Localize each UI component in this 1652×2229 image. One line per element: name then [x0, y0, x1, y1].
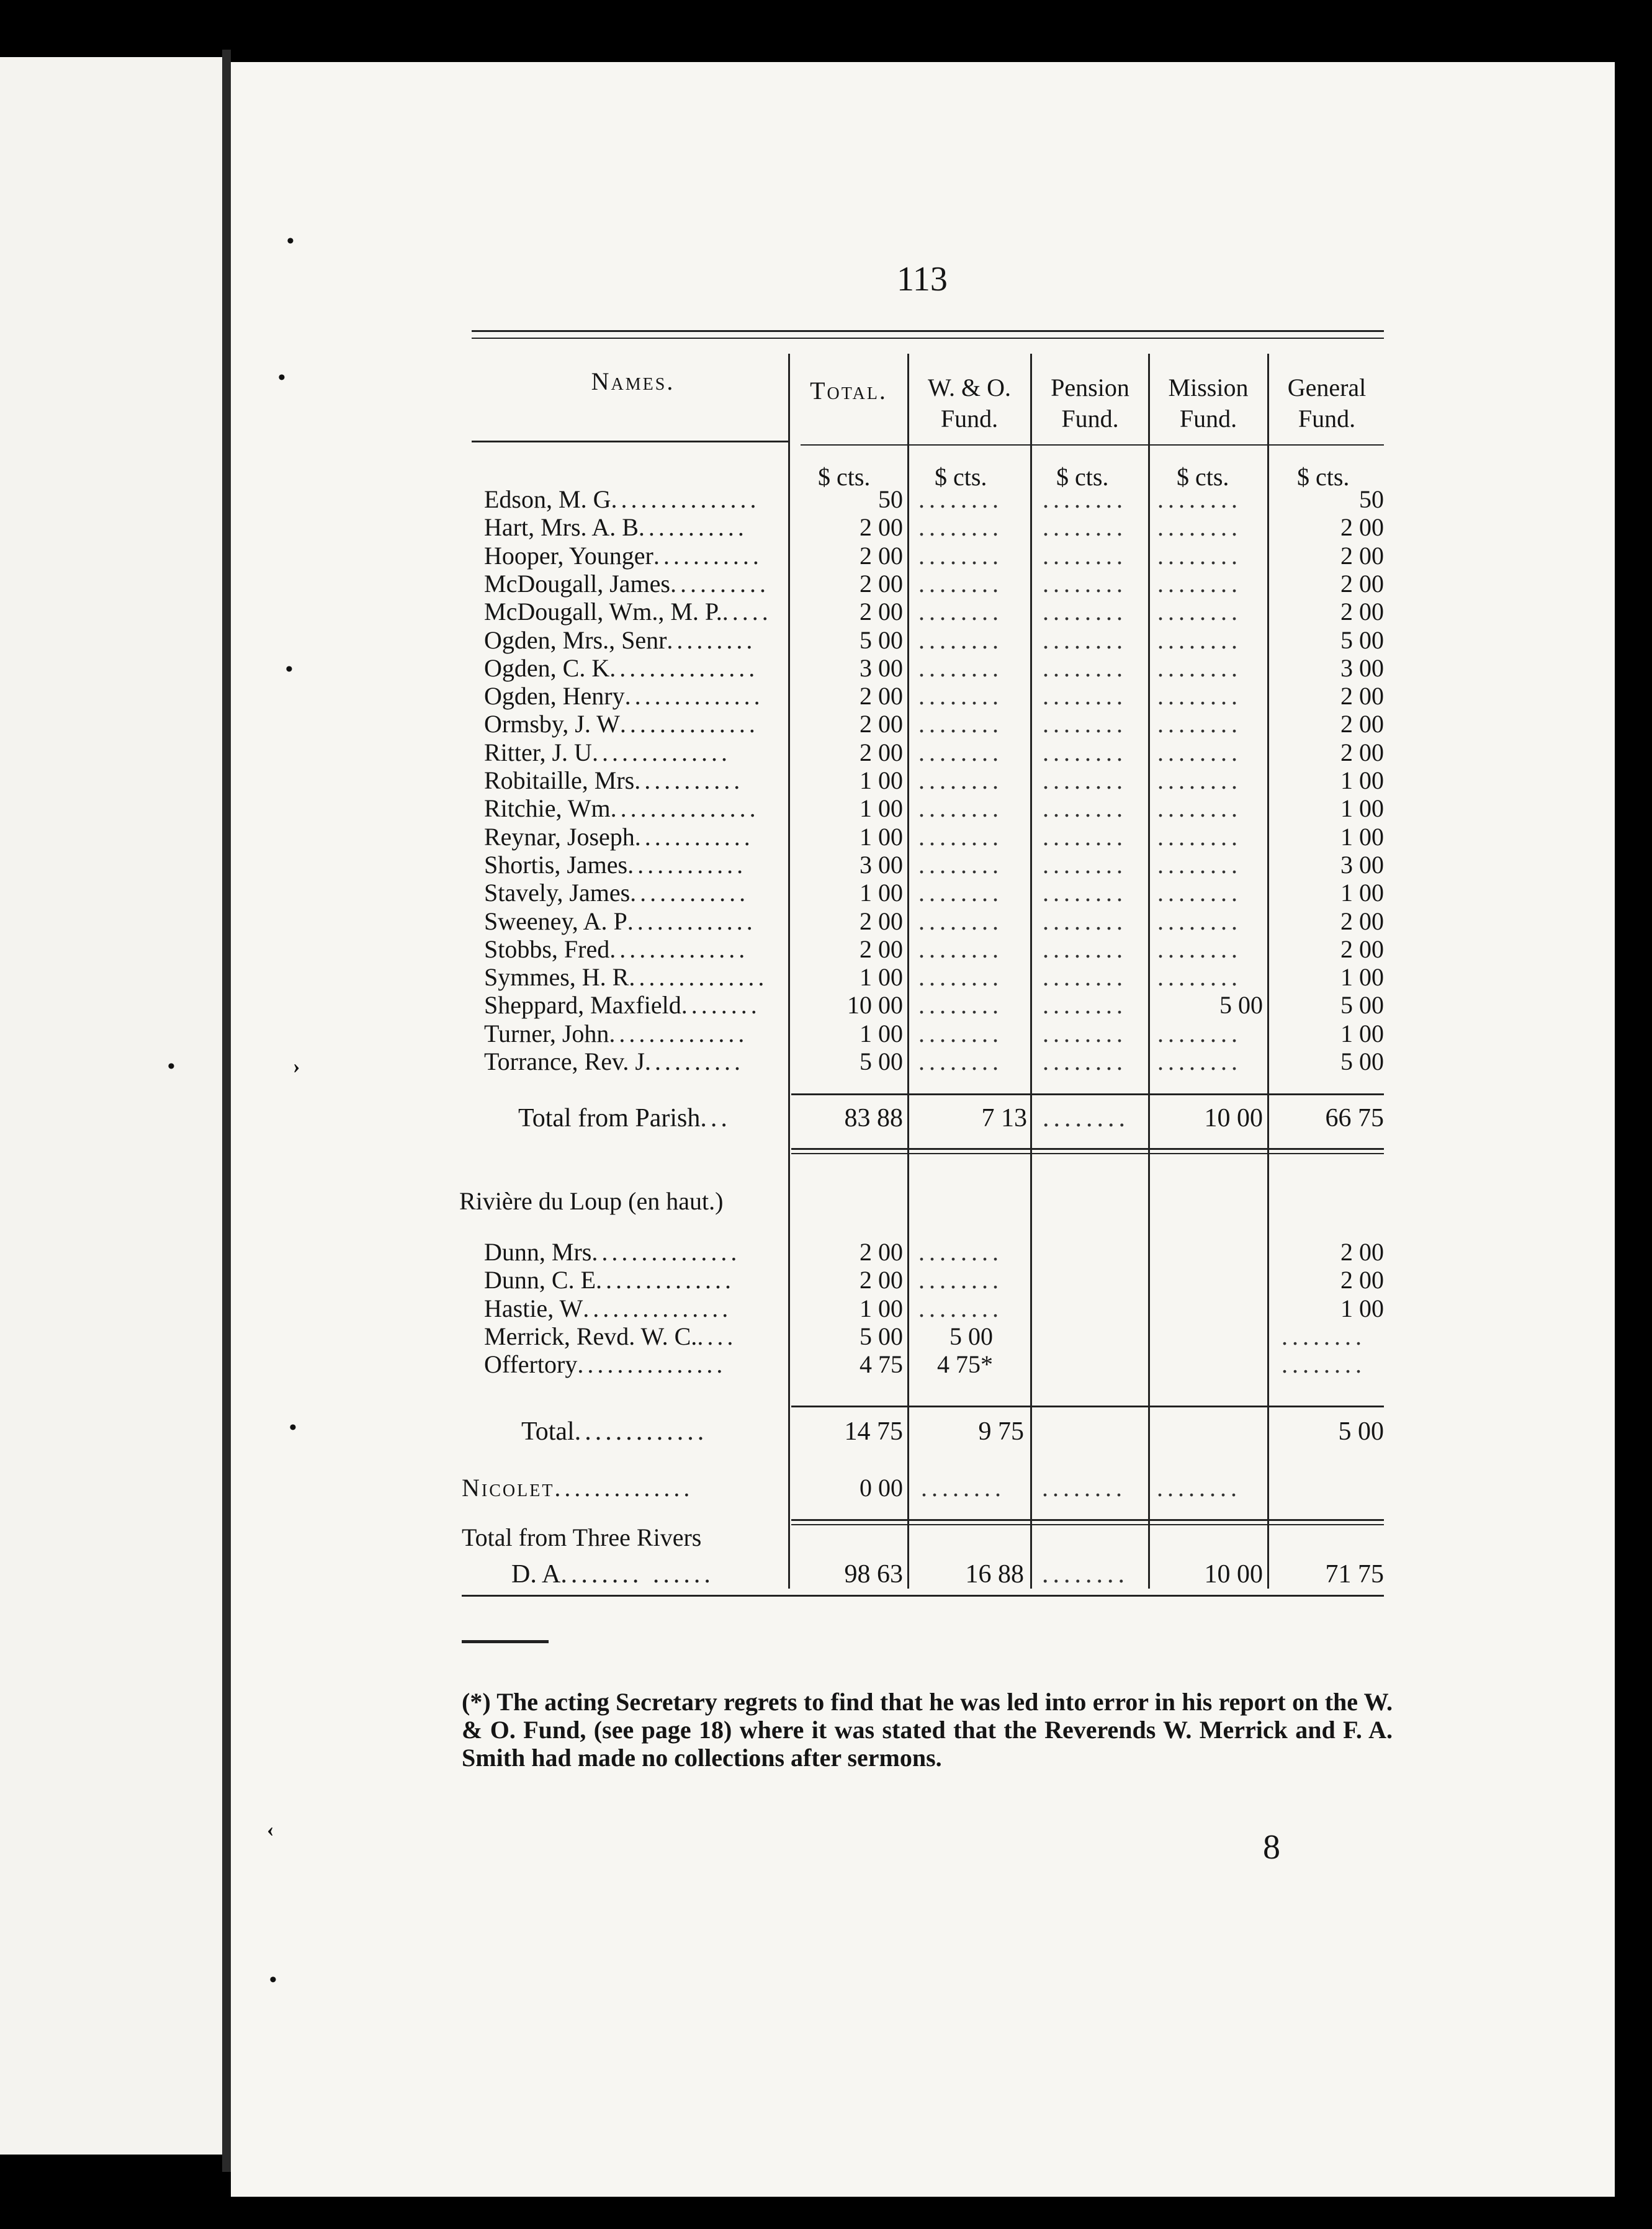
- nicolet-dots: ........: [921, 1474, 1005, 1502]
- subtotal-rule: [791, 1153, 1384, 1154]
- row-mission-empty: ........: [1157, 626, 1242, 654]
- table-row: [484, 626, 1384, 654]
- row-general: 1 00: [1340, 963, 1384, 992]
- row-name: Edson, M. G...............: [484, 485, 760, 513]
- row-general: 2 00: [1340, 738, 1384, 766]
- header-total: Total.: [810, 377, 887, 405]
- row-total: 50: [878, 485, 903, 513]
- header-pension-fund: Pension Fund.: [1051, 374, 1129, 433]
- margin-speck: •: [269, 1968, 277, 1991]
- unit-label: $ cts.: [1177, 463, 1229, 491]
- row-wo-empty: ........: [918, 1266, 1003, 1294]
- header-rule: [801, 444, 1384, 446]
- table-row: [484, 991, 1384, 1019]
- row-pension-empty: ........: [1043, 682, 1127, 711]
- row-pension-empty: ........: [1043, 710, 1127, 738]
- subtotal-rule: [791, 1148, 1384, 1150]
- row-mission-empty: ........: [1157, 569, 1242, 598]
- facing-page: [0, 57, 222, 2155]
- table-row: [484, 823, 1384, 851]
- row-total: 2 00: [860, 513, 903, 542]
- row-wo-empty: ........: [918, 935, 1003, 963]
- row-general: 1 00: [1340, 766, 1384, 794]
- row-pension-empty: ........: [1043, 766, 1127, 794]
- row-name: Sheppard, Maxfield........: [484, 991, 761, 1020]
- row-total: 2 00: [860, 907, 903, 935]
- footnote: (*) The acting Secretary regrets to find that he was led into error in his report on the W. & O. Fund, (see page 18) where it was stated that the Reverends W. Merrick and F. A. Smith had made no collections after sermons.: [462, 1688, 1393, 1772]
- row-wo-empty: ........: [918, 653, 1003, 682]
- row-total: 2 00: [860, 738, 903, 766]
- row-total: 2 00: [860, 569, 903, 598]
- row-name: Ritter, J. U..............: [484, 738, 731, 766]
- nicolet-row: [462, 1474, 1384, 1502]
- grand-total-rule: [791, 1519, 1384, 1521]
- table-row: [484, 766, 1384, 794]
- row-name: Dunn, C. E..............: [484, 1266, 735, 1294]
- table-row: [484, 1266, 1384, 1294]
- table-row: [484, 935, 1384, 963]
- row-name: Stobbs, Fred..............: [484, 935, 749, 963]
- row-mission: 5 00: [1219, 991, 1263, 1020]
- row-wo-empty: ........: [918, 794, 1003, 823]
- row-mission-empty: ........: [1157, 963, 1242, 992]
- row-wo-empty: ........: [918, 907, 1003, 935]
- grand-total-wo: 16 88: [965, 1560, 1024, 1589]
- nicolet-dots: ........: [1042, 1474, 1126, 1502]
- row-total: 1 00: [860, 963, 903, 992]
- row-mission-empty: ........: [1157, 682, 1242, 711]
- row-general: 2 00: [1340, 598, 1384, 626]
- row-pension-empty: ........: [1043, 738, 1127, 766]
- parish-total-general: 66 75: [1325, 1104, 1384, 1132]
- row-wo-empty: ........: [918, 626, 1003, 654]
- row-total: 2 00: [860, 1266, 903, 1294]
- row-pension-empty: ........: [1043, 850, 1127, 879]
- footnote-rule: [462, 1640, 549, 1643]
- riviere-total-value: 14 75: [844, 1417, 903, 1446]
- row-total: 2 00: [860, 710, 903, 738]
- row-mission-empty: ........: [1157, 879, 1242, 907]
- riviere-total-wo: 9 75: [978, 1417, 1024, 1446]
- row-total: 1 00: [860, 879, 903, 907]
- row-mission-empty: ........: [1157, 1047, 1242, 1075]
- riviere-total-label: Total.............: [521, 1417, 708, 1446]
- row-total: 1 00: [860, 766, 903, 794]
- row-wo-empty: ........: [918, 766, 1003, 794]
- row-name: Torrance, Rev. J..........: [484, 1047, 744, 1075]
- parish-total-value: 83 88: [844, 1104, 903, 1132]
- nicolet-label: Nicolet..............: [462, 1474, 694, 1502]
- subtotal-rule: [791, 1406, 1384, 1407]
- row-wo-empty: ........: [918, 682, 1003, 711]
- row-mission-empty: ........: [1157, 766, 1242, 794]
- header-names: Names.: [591, 367, 675, 395]
- riviere-total-row: [484, 1418, 1384, 1446]
- row-wo-empty: ........: [918, 738, 1003, 766]
- row-mission-empty: ........: [1157, 653, 1242, 682]
- table-top-rule-thin: [472, 338, 1384, 339]
- table-row: [484, 710, 1384, 738]
- header-rule: [472, 441, 788, 442]
- header-general-fund: General Fund.: [1287, 374, 1367, 433]
- row-pension-empty: ........: [1043, 569, 1127, 598]
- row-pension-empty: ........: [1043, 879, 1127, 907]
- row-pension-empty: ........: [1043, 653, 1127, 682]
- row-wo-empty: ........: [918, 1047, 1003, 1075]
- row-pension-empty: ........: [1043, 598, 1127, 626]
- margin-speck: •: [285, 658, 293, 681]
- row-name: Offertory...............: [484, 1350, 727, 1379]
- row-name: Merrick, Revd. W. C.....: [484, 1322, 737, 1350]
- row-mission-empty: ........: [1157, 710, 1242, 738]
- row-name: McDougall, James..........: [484, 569, 770, 598]
- parish-total-pension: ........: [1043, 1104, 1129, 1132]
- row-wo-empty: ........: [918, 822, 1003, 851]
- row-mission-empty: ........: [1157, 1019, 1242, 1047]
- row-general-empty: ........: [1282, 1350, 1366, 1379]
- row-general: 1 00: [1340, 1294, 1384, 1322]
- margin-speck: •: [168, 1055, 175, 1078]
- unit-label: $ cts.: [1056, 463, 1109, 491]
- row-general: 2 00: [1340, 541, 1384, 570]
- row-wo-empty: ........: [918, 963, 1003, 992]
- row-general: 1 00: [1340, 879, 1384, 907]
- nicolet-total: 0 00: [860, 1474, 903, 1502]
- margin-speck: •: [278, 366, 285, 389]
- header-mission-fund: Mission Fund.: [1168, 374, 1249, 433]
- row-name: Dunn, Mrs...............: [484, 1238, 741, 1266]
- table-bottom-rule: [462, 1595, 1384, 1597]
- riviere-heading: Rivière du Loup (en haut.): [459, 1187, 724, 1215]
- row-pension-empty: ........: [1043, 963, 1127, 992]
- row-general: 1 00: [1340, 822, 1384, 851]
- page-number: 113: [897, 260, 948, 298]
- table-row: [484, 570, 1384, 598]
- row-total: 1 00: [860, 794, 903, 823]
- grand-total-mission: 10 00: [1204, 1560, 1263, 1589]
- row-wo-empty: ........: [918, 541, 1003, 570]
- table-row: [484, 682, 1384, 710]
- margin-speck: •: [287, 230, 294, 253]
- table-row: [484, 1020, 1384, 1047]
- table-row: [484, 851, 1384, 879]
- row-mission-empty: ........: [1157, 541, 1242, 570]
- row-pension-empty: ........: [1043, 485, 1127, 513]
- row-general: 50: [1359, 485, 1384, 513]
- row-mission-empty: ........: [1157, 794, 1242, 823]
- row-total: 2 00: [860, 682, 903, 711]
- row-mission-empty: ........: [1157, 935, 1242, 963]
- row-name: Robitaille, Mrs...........: [484, 766, 744, 794]
- subtotal-rule: [791, 1093, 1384, 1095]
- row-total: 1 00: [860, 1019, 903, 1047]
- grand-total-row: [462, 1561, 1384, 1589]
- row-pension-empty: ........: [1043, 907, 1127, 935]
- table-row: [484, 907, 1384, 935]
- row-general: 2 00: [1340, 1266, 1384, 1294]
- row-name: Stavely, James............: [484, 879, 750, 907]
- row-name: Reynar, Joseph............: [484, 822, 754, 851]
- row-wo-empty: ........: [918, 1238, 1003, 1266]
- row-mission-empty: ........: [1157, 598, 1242, 626]
- row-pension-empty: ........: [1043, 1019, 1127, 1047]
- row-wo-empty: ........: [918, 513, 1003, 542]
- grand-total-pension: ........: [1042, 1560, 1129, 1589]
- row-name: Sweeney, A. P.............: [484, 907, 756, 935]
- table-row: [484, 1238, 1384, 1266]
- row-name: Ogden, Henry..............: [484, 682, 764, 711]
- table-top-rule: [472, 330, 1384, 332]
- table-row: [484, 738, 1384, 766]
- row-pension-empty: ........: [1043, 935, 1127, 963]
- row-general: 5 00: [1340, 1047, 1384, 1075]
- row-general: 2 00: [1340, 710, 1384, 738]
- row-name: Symmes, H. R..............: [484, 963, 768, 992]
- header-wo-fund: W. & O. Fund.: [927, 374, 1012, 433]
- parish-total-label: Total from Parish...: [518, 1104, 731, 1132]
- table-row: [484, 794, 1384, 822]
- table-row: [484, 1350, 1384, 1378]
- margin-speck: ‹: [267, 1818, 274, 1841]
- row-pension-empty: ........: [1043, 991, 1127, 1020]
- row-general: 3 00: [1340, 653, 1384, 682]
- row-general: 2 00: [1340, 569, 1384, 598]
- nicolet-dots: ........: [1157, 1474, 1241, 1502]
- row-total: 10 00: [847, 991, 903, 1020]
- table-row: [484, 1294, 1384, 1322]
- grand-total-value: 98 63: [844, 1560, 903, 1589]
- row-general: 2 00: [1340, 935, 1384, 963]
- row-general: 1 00: [1340, 794, 1384, 823]
- row-wo-empty: ........: [918, 850, 1003, 879]
- row-name: Ogden, C. K...............: [484, 653, 759, 682]
- row-total: 2 00: [860, 541, 903, 570]
- margin-speck: ›: [293, 1055, 300, 1078]
- table-row: [484, 598, 1384, 626]
- table-row: [484, 879, 1384, 907]
- parish-total-row: [484, 1105, 1384, 1132]
- row-general-empty: ........: [1282, 1322, 1366, 1350]
- grand-total-general: 71 75: [1325, 1560, 1384, 1589]
- row-general: 2 00: [1340, 907, 1384, 935]
- margin-speck: •: [289, 1416, 297, 1439]
- row-wo-empty: ........: [918, 1019, 1003, 1047]
- row-general: 5 00: [1340, 991, 1384, 1020]
- row-name: Turner, John..............: [484, 1019, 748, 1047]
- row-wo-empty: ........: [918, 485, 1003, 513]
- row-name: Ritchie, Wm...............: [484, 794, 760, 823]
- row-mission-empty: ........: [1157, 485, 1242, 513]
- row-mission-empty: ........: [1157, 907, 1242, 935]
- row-name: Hart, Mrs. A. B...........: [484, 513, 748, 542]
- row-total: 3 00: [860, 653, 903, 682]
- grand-total-label-line2: D. A........ ......: [511, 1560, 714, 1589]
- table-row: [484, 485, 1384, 513]
- row-wo-empty: ........: [918, 598, 1003, 626]
- table-row: [484, 542, 1384, 570]
- row-pension-empty: ........: [1043, 794, 1127, 823]
- row-mission-empty: ........: [1157, 513, 1242, 542]
- unit-label: $ cts.: [818, 463, 871, 491]
- row-name: Shortis, James............: [484, 850, 747, 879]
- row-general: 5 00: [1340, 626, 1384, 654]
- parish-total-mission: 10 00: [1204, 1104, 1263, 1132]
- row-wo: 4 75*: [937, 1350, 993, 1379]
- row-general: 2 00: [1340, 682, 1384, 711]
- row-general: 3 00: [1340, 850, 1384, 879]
- row-name: Hastie, W...............: [484, 1294, 732, 1322]
- row-mission-empty: ........: [1157, 738, 1242, 766]
- row-total: 2 00: [860, 935, 903, 963]
- row-wo-empty: ........: [918, 879, 1003, 907]
- row-total: 1 00: [860, 1294, 903, 1322]
- row-general: 2 00: [1340, 1238, 1384, 1266]
- row-pension-empty: ........: [1043, 513, 1127, 542]
- row-wo-empty: ........: [918, 991, 1003, 1020]
- row-total: 5 00: [860, 1322, 903, 1350]
- row-total: 5 00: [860, 626, 903, 654]
- row-wo-empty: ........: [918, 710, 1003, 738]
- row-name: McDougall, Wm., M. P......: [484, 598, 772, 626]
- table-row: [484, 654, 1384, 682]
- row-wo: 5 00: [949, 1322, 993, 1350]
- unit-label: $ cts.: [935, 463, 987, 491]
- parish-total-wo: 7 13: [981, 1104, 1027, 1132]
- row-total: 5 00: [860, 1047, 903, 1075]
- row-name: Ogden, Mrs., Senr.........: [484, 626, 756, 654]
- row-general: 1 00: [1340, 1019, 1384, 1047]
- table-row: [484, 1047, 1384, 1075]
- row-wo-empty: ........: [918, 569, 1003, 598]
- row-total: 2 00: [860, 1238, 903, 1266]
- row-pension-empty: ........: [1043, 1047, 1127, 1075]
- table-row: [484, 963, 1384, 991]
- row-total: 2 00: [860, 598, 903, 626]
- row-general: 2 00: [1340, 513, 1384, 542]
- row-mission-empty: ........: [1157, 822, 1242, 851]
- table-row: [484, 1322, 1384, 1350]
- row-wo-empty: ........: [918, 1294, 1003, 1322]
- row-pension-empty: ........: [1043, 541, 1127, 570]
- book-gutter: [222, 50, 231, 2172]
- row-pension-empty: ........: [1043, 822, 1127, 851]
- row-name: Hooper, Younger...........: [484, 541, 763, 570]
- row-name: Ormsby, J. W..............: [484, 710, 759, 738]
- grand-total-label-line1: Total from Three Rivers: [462, 1523, 702, 1551]
- row-pension-empty: ........: [1043, 626, 1127, 654]
- row-total: 3 00: [860, 850, 903, 879]
- table-row: [484, 513, 1384, 541]
- row-mission-empty: ........: [1157, 850, 1242, 879]
- unit-label: $ cts.: [1297, 463, 1350, 491]
- row-total: 1 00: [860, 822, 903, 851]
- riviere-total-general: 5 00: [1338, 1417, 1384, 1446]
- row-total: 4 75: [860, 1350, 903, 1379]
- signature-number: 8: [1263, 1828, 1280, 1867]
